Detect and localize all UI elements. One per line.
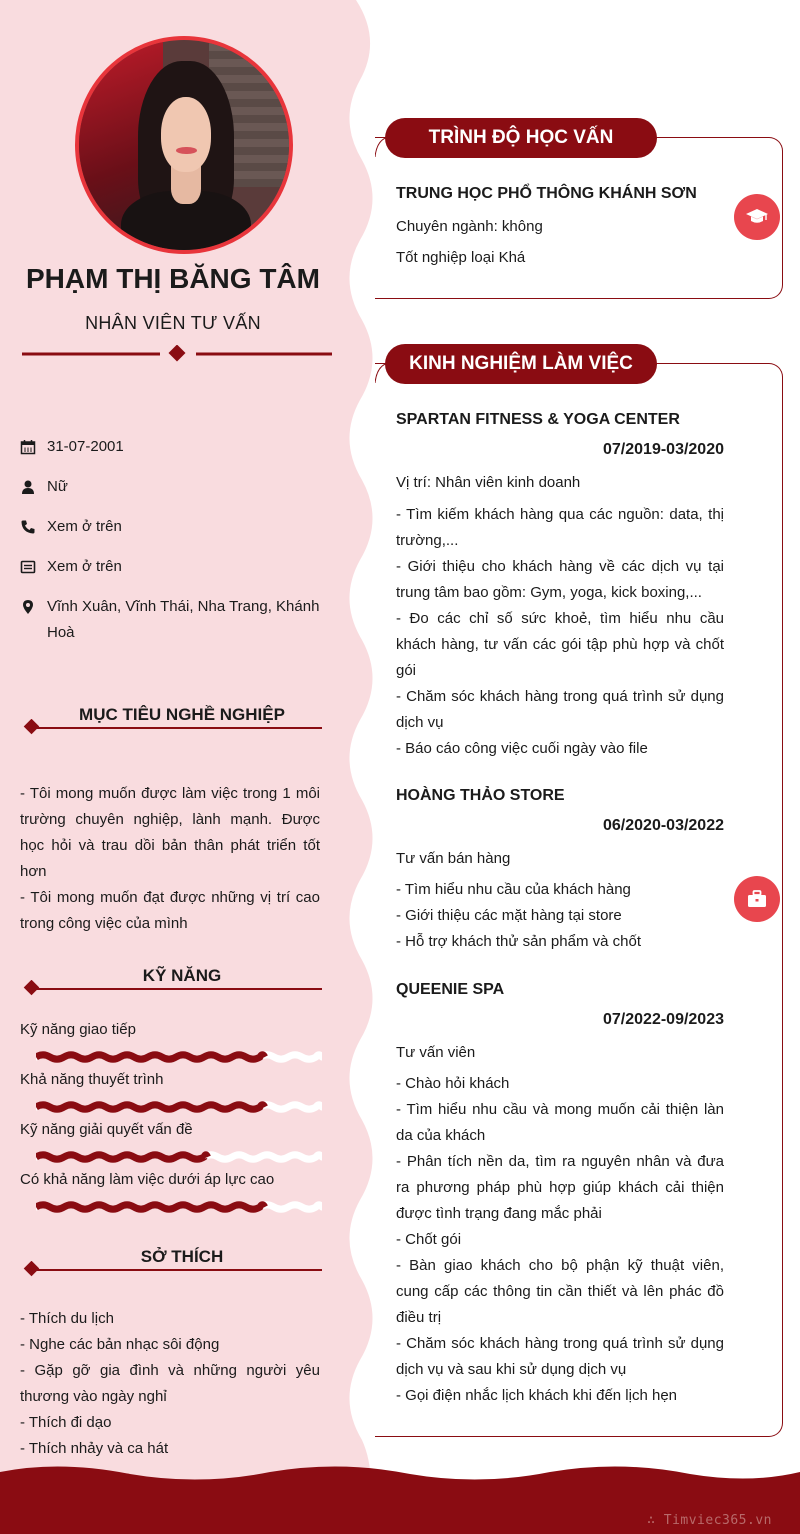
job-duty: - Báo cáo công việc cuối ngày vào file — [396, 740, 648, 757]
calendar-icon — [20, 439, 36, 455]
objective-line: - Tôi mong muốn được làm việc trong 1 môi trường chuyên nghiệp, lành mạnh. Được học hỏi và trau dồi bản thân phát triển tốt hơn — [20, 785, 320, 880]
job-duty: - Chào hỏi khách — [396, 1075, 510, 1092]
education-heading: TRÌNH ĐỘ HỌC VẤN — [385, 118, 657, 158]
job-duty: - Tìm kiếm khách hàng qua các nguồn: data, thị trường,... — [396, 506, 724, 549]
contact-gender — [20, 474, 330, 500]
skill-bar-fill — [36, 1055, 265, 1059]
hobbies-list — [20, 1306, 320, 1462]
contact-email — [20, 554, 330, 580]
watermark: ∴ Timviec365.vn — [647, 1513, 772, 1528]
hobby-item: - Thích du lịch — [20, 1310, 114, 1327]
skill-name: Kỹ năng giao tiếp — [20, 1021, 136, 1038]
user-icon — [20, 479, 36, 495]
job-duty: - Hỗ trợ khách thử sản phẩm và chốt — [396, 933, 641, 950]
job-duties — [396, 877, 724, 955]
experience-badge — [734, 876, 780, 922]
education-badge — [734, 194, 780, 240]
hobby-item: - Thích đi dạo — [20, 1414, 112, 1431]
education-major: Chuyên ngành: không — [396, 218, 543, 235]
education-school: TRUNG HỌC PHỔ THÔNG KHÁNH SƠN — [396, 185, 697, 202]
contact-address — [20, 594, 330, 646]
objective-heading-label: MỤC TIÊU NGHỀ NGHIỆP — [79, 705, 285, 724]
job-duty: - Tìm hiểu nhu cầu và mong muốn cải thiện làn da của khách — [396, 1101, 724, 1144]
hobby-item: - Thích nhảy và ca hát — [20, 1440, 169, 1457]
skill-bar — [36, 1101, 322, 1113]
contact-birthdate — [20, 434, 330, 460]
briefcase-icon — [746, 888, 768, 910]
job-duty: - Chốt gói — [396, 1231, 462, 1248]
graduation-cap-icon — [745, 205, 769, 229]
hobbies-divider — [22, 1261, 322, 1277]
title-divider — [22, 345, 332, 363]
job-period: 07/2019-03/2020 — [603, 441, 724, 458]
skills-heading-label: KỸ NĂNG — [142, 966, 222, 985]
skills-divider — [22, 980, 322, 996]
job-duty: - Tìm hiểu nhu cầu của khách hàng — [396, 881, 631, 898]
objective-line: - Tôi mong muốn đạt được những vị trí cao trong công việc của mình — [20, 889, 320, 932]
hobby-item: - Nghe các bản nhạc sôi động — [20, 1336, 220, 1353]
address-text: Vĩnh Xuân, Vĩnh Thái, Nha Trang, Khánh Hoà — [47, 598, 320, 641]
job-period: 06/2020-03/2022 — [603, 817, 724, 834]
candidate-name: PHẠM THỊ BĂNG TÂM — [26, 263, 320, 294]
birthdate-text: 31-07-2001 — [47, 438, 124, 455]
location-icon — [20, 599, 36, 615]
job-duty: - Phân tích nền da, tìm ra nguyên nhân và đưa ra phương pháp phù hợp giúp khách cải thiện được tình trạng đang mắc phải — [396, 1153, 724, 1222]
skill-bar — [36, 1151, 322, 1163]
education-result: Tốt nghiệp loại Khá — [396, 249, 526, 266]
job-period: 07/2022-09/2023 — [603, 1011, 724, 1028]
job-duty: - Đo các chỉ số sức khoẻ, tìm hiểu nhu cầu khách hàng, tư vấn các gói tập phù hợp và chốt gói — [396, 610, 724, 679]
job-duty: - Bàn giao khách cho bộ phận kỹ thuật viên, cung cấp các thông tin cần thiết và lên phác đồ điều trị — [396, 1257, 724, 1326]
job-duty: - Chăm sóc khách hàng trong quá trình sử dụng dịch vụ — [396, 688, 724, 731]
objective-divider — [22, 719, 322, 735]
job-company: HOÀNG THẢO STORE — [396, 787, 565, 804]
job-company: QUEENIE SPA — [396, 981, 505, 998]
objective-heading — [22, 705, 322, 737]
hobbies-heading-label: SỞ THÍCH — [140, 1247, 224, 1266]
skill-bar-fill — [36, 1205, 265, 1209]
skill-name: Có khả năng làm việc dưới áp lực cao — [20, 1171, 275, 1188]
job-duty: - Giới thiệu các mặt hàng tại store — [396, 907, 622, 924]
hobby-item: - Gặp gỡ gia đình và những người yêu thương vào ngày nghỉ — [20, 1362, 320, 1405]
skill-bar — [36, 1201, 322, 1213]
skills-heading — [22, 966, 322, 998]
email-icon — [20, 559, 36, 575]
hobbies-heading — [22, 1247, 322, 1279]
job-duty: - Gọi điện nhắc lịch khách khi đến lịch hẹn — [396, 1387, 678, 1404]
skill-name: Khả năng thuyết trình — [20, 1071, 164, 1088]
phone-icon — [20, 519, 36, 535]
gender-text: Nữ — [47, 478, 68, 495]
skill-bar — [36, 1051, 322, 1063]
skill-name: Kỹ năng giải quyết vấn đề — [20, 1121, 193, 1138]
phone-text: Xem ở trên — [47, 518, 122, 535]
job-position: Tư vấn bán hàng — [396, 850, 511, 867]
job-duty: - Giới thiệu cho khách hàng về các dịch vụ tại trung tâm bao gồm: Gym, yoga, kick boxing,... — [396, 558, 724, 601]
job-company: SPARTAN FITNESS & YOGA CENTER — [396, 411, 680, 428]
job-position: Tư vấn viên — [396, 1044, 476, 1061]
experience-heading: KINH NGHIỆM LÀM VIỆC — [385, 344, 657, 384]
job-duties — [396, 1071, 724, 1409]
contact-phone — [20, 514, 330, 540]
skill-bar-fill — [36, 1155, 208, 1159]
skill-bar-fill — [36, 1105, 265, 1109]
email-text: Xem ở trên — [47, 558, 122, 575]
job-duties — [396, 502, 724, 762]
job-position: Vị trí: Nhân viên kinh doanh — [396, 474, 581, 491]
job-duty: - Chăm sóc khách hàng trong quá trình sử dụng dịch vụ và sau khi sử dụng dịch vụ — [396, 1335, 724, 1378]
objective-text — [20, 781, 320, 937]
avatar — [75, 36, 293, 254]
job-title: NHÂN VIÊN TƯ VẤN — [85, 313, 261, 333]
